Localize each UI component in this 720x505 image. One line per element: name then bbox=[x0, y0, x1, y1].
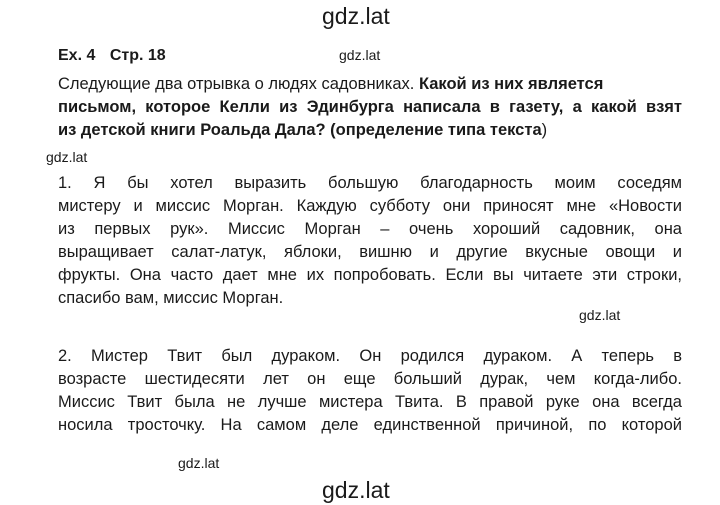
passage-1-line: спасибо вам, миссис Морган. bbox=[58, 289, 284, 307]
passage-2-line: возрасте шестидесяти лет он еще больший дурак, чем когда-либо. bbox=[58, 370, 682, 388]
passage-2-line: 2. Мистер Твит был дураком. Он родился дураком. А теперь в bbox=[58, 347, 682, 365]
watermark: gdz.lat bbox=[46, 149, 88, 165]
watermark-top: gdz.lat bbox=[322, 3, 390, 29]
passage-1-line: мистеру и миссис Морган. Каждую субботу они приносят мне «Новости bbox=[58, 197, 682, 215]
watermark: gdz.lat bbox=[339, 47, 381, 63]
intro-question: письмом, которое Келли из Эдинбурга написала в газету, а какой взят bbox=[58, 98, 682, 116]
exercise-number: Ex. 4 bbox=[58, 47, 96, 64]
watermark: gdz.lat bbox=[579, 307, 621, 323]
passage-1-line: из первых рук». Миссис Морган – очень хороший садовник, она bbox=[58, 220, 682, 238]
passage-1-line: выращивает салат-латук, яблоки, вишню и другие вкусные овощи и bbox=[58, 243, 682, 261]
exercise-heading bbox=[58, 47, 166, 65]
intro-line-1 bbox=[58, 73, 603, 95]
intro-line-2 bbox=[58, 96, 682, 118]
watermark-bottom: gdz.lat bbox=[322, 477, 390, 503]
watermark: gdz.lat bbox=[178, 455, 220, 471]
intro-text: Следующие два отрывка о людях садовниках. bbox=[58, 75, 419, 93]
passage-2-line: носила тросточку. На самом деле единственной причиной, по которой bbox=[58, 416, 682, 434]
passage-1-line: фрукты. Она часто дает мне их попробовать. Если вы читаете эти строки, bbox=[58, 266, 682, 284]
intro-text: ) bbox=[541, 121, 548, 139]
intro-line-3 bbox=[58, 119, 547, 141]
passage-1-line: 1. Я бы хотел выразить большую благодарность моим соседям bbox=[58, 174, 682, 192]
passage-2-line: Миссис Твит была не лучше мистера Твита. В правой руке она всегда bbox=[58, 393, 682, 411]
page-number: Стр. 18 bbox=[109, 47, 166, 64]
intro-question: из детской книги Роальда Дала? (определение типа текста bbox=[58, 121, 542, 139]
intro-question: Какой из них является bbox=[418, 75, 604, 93]
